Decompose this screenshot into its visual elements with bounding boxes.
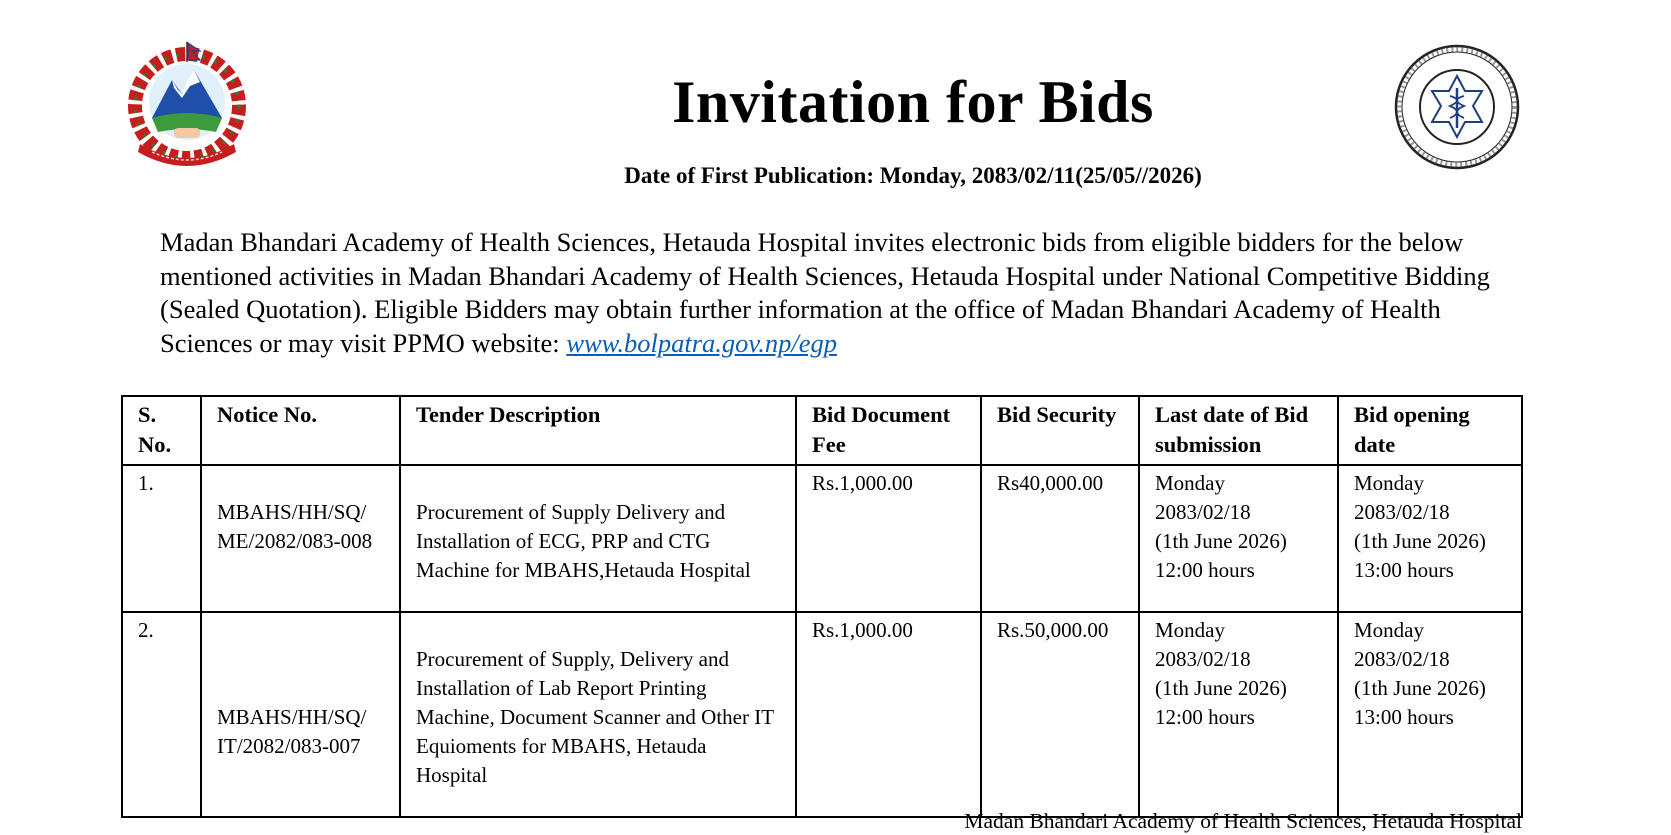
col-header-opening: Bid opening date	[1338, 396, 1522, 465]
cell-notice	[201, 612, 400, 817]
col-header-notice: Notice No.	[201, 396, 400, 465]
cell-fee: Rs.1,000.00	[796, 612, 981, 817]
cell-last-date	[1139, 612, 1338, 817]
tender-description: Procurement of Supply Delivery and Installation of ECG, PRP and CTG Machine for MBAHS,Hetauda Hospital	[416, 500, 751, 582]
notice-number: MBAHS/HH/SQ/ IT/2082/083-007	[217, 705, 367, 758]
last-date-time: 12:00 hours	[1155, 705, 1255, 729]
last-date-en-date: (1th June 2026)	[1155, 529, 1287, 553]
cell-security: Rs40,000.00	[981, 465, 1139, 612]
col-header-description: Tender Description	[400, 396, 796, 465]
col-header-last-date: Last date of Bid submission	[1139, 396, 1338, 465]
col-header-fee: Bid Document Fee	[796, 396, 981, 465]
cell-description	[400, 612, 796, 817]
ppmo-website-link[interactable]: www.bolpatra.gov.np/egp	[566, 327, 837, 358]
last-date-time: 12:00 hours	[1155, 558, 1255, 582]
opening-day: Monday	[1354, 618, 1424, 642]
opening-en-date: (1th June 2026)	[1354, 529, 1486, 553]
col-header-sn: S. No.	[122, 396, 201, 465]
last-date-date: 2083/02/18	[1155, 647, 1251, 671]
notice-number: MBAHS/HH/SQ/ ME/2082/083-008	[217, 500, 373, 553]
cell-opening	[1338, 465, 1522, 612]
opening-date: 2083/02/18	[1354, 500, 1450, 524]
opening-day: Monday	[1354, 471, 1424, 495]
opening-time: 13:00 hours	[1354, 705, 1454, 729]
opening-en-date: (1th June 2026)	[1354, 676, 1486, 700]
last-date-date: 2083/02/18	[1155, 500, 1251, 524]
intro-paragraph	[160, 226, 1520, 360]
bids-table	[121, 395, 1523, 818]
last-date-en-date: (1th June 2026)	[1155, 676, 1287, 700]
cell-description	[400, 465, 796, 612]
cell-fee: Rs.1,000.00	[796, 465, 981, 612]
tender-description: Procurement of Supply, Delivery and Installation of Lab Report Printing Machine, Document Scanner and Other IT Equioments for MBAHS, Hetauda Hospital	[416, 647, 774, 787]
cell-notice	[201, 465, 400, 612]
table-row	[122, 612, 1522, 817]
opening-date: 2083/02/18	[1354, 647, 1450, 671]
cell-opening	[1338, 612, 1522, 817]
col-header-security: Bid Security	[981, 396, 1139, 465]
cell-sn: 1.	[122, 465, 201, 612]
last-date-day: Monday	[1155, 618, 1225, 642]
page-title: Invitation for Bids	[672, 69, 1154, 135]
last-date-day: Monday	[1155, 471, 1225, 495]
opening-time: 13:00 hours	[1354, 558, 1454, 582]
cell-security: Rs.50,000.00	[981, 612, 1139, 817]
table-row	[122, 465, 1522, 612]
publication-date: Date of First Publication: Monday, 2083/02/11(25/05//2026)	[624, 163, 1202, 188]
intro-text: Madan Bhandari Academy of Health Sciences, Hetauda Hospital invites electronic bids from eligible bidders for the below mentioned activities in Madan Bhandari Academy of Health Sciences, Hetauda Hospital under National Competitive Bidding (Sealed Quotation). Eligible Bidders may obtain further information at the office of Madan Bhandari Academy of Health Sciences or may visit PPMO website:	[160, 227, 1490, 358]
cell-sn: 2.	[122, 612, 201, 817]
footer-signature: Madan Bhandari Academy of Health Sciences, Hetauda Hospital	[964, 809, 1522, 833]
table-header-row	[122, 396, 1522, 465]
cell-last-date	[1139, 465, 1338, 612]
